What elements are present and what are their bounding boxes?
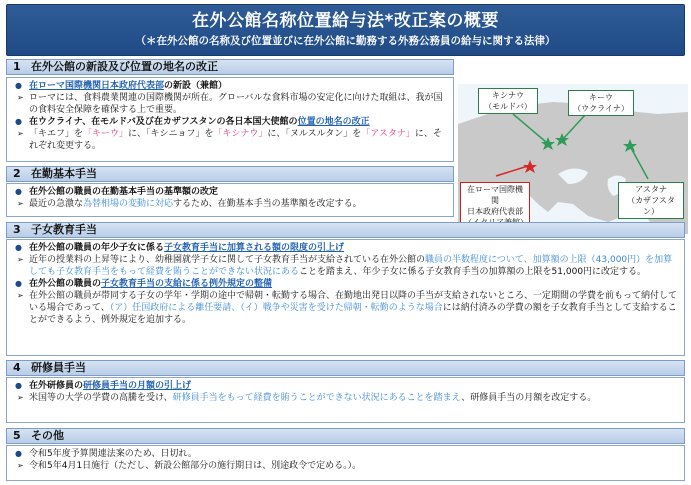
detail-text: 、研修員手当の月額を改定する。: [461, 393, 597, 403]
section-number: 2: [13, 167, 21, 180]
section-title: 在勤基本手当: [31, 167, 97, 180]
detail-text: 米国等の大学の学費の高騰を受け、: [29, 393, 173, 403]
section-number: 5: [13, 429, 21, 442]
section-3-heading: [6, 222, 685, 238]
item-heading-text: 在ウクライナ、在モルドバ及び在カザフスタンの各日本国大使館の: [29, 117, 298, 127]
title-banner: [6, 4, 685, 56]
detail-text: に、「キシニョフ」を: [128, 129, 214, 139]
detail-highlight: 「アスタナ」: [361, 129, 415, 139]
detail-text: 在外公館の職員が帯同する子女の学年・学期の途中で帰朝・転勤する場合、在勤地出発日以降の手当が支給されないところ、一定期間の学費を前もって納付している場合であって、: [29, 291, 678, 313]
section-4-body: [6, 377, 685, 423]
callout-kyiv: [568, 90, 634, 116]
rome-mission-name: 在ローマ国際機関日本政府代表部: [29, 81, 165, 91]
detail-text: に、「ヌルスルタン」を: [267, 129, 362, 139]
detail-highlight: 「キーウ」: [83, 129, 129, 139]
detail-highlight: 為替相場の変動に対応: [83, 199, 174, 209]
section-2-body: [6, 183, 454, 217]
item-heading: [15, 116, 447, 128]
item-heading-text: 在外公館の職員の年少子女に係る: [29, 243, 165, 253]
callout-city: アスタナ: [635, 185, 667, 194]
detail-highlight: 「キシナウ」: [213, 129, 268, 139]
detail-text: に、それぞれ変更する。: [29, 129, 442, 151]
section-3-body: [6, 239, 685, 356]
item-heading: [15, 242, 678, 254]
section-2-heading: [6, 166, 454, 182]
section-number: 4: [13, 361, 21, 374]
item-detail: [15, 254, 678, 278]
section-5-body: [6, 445, 685, 481]
item-heading-text: の新設（兼館）: [164, 81, 228, 91]
detail-text: には納付済みの学費の額を子女教育手当として支給することができるよう、例外規定を追加する。: [29, 303, 677, 325]
item-heading-text: 在外公館の職員の: [29, 279, 102, 289]
item-detail: [15, 392, 678, 404]
section-4-heading: [6, 360, 685, 376]
section-title: 在外公館の新設及び位置の地名の改正: [31, 60, 218, 73]
callout-country: （モルドバ）: [484, 102, 532, 111]
section-title: 子女教育手当: [31, 223, 97, 236]
item-detail: ➢ 令和5年4月1日施行（ただし、新設公館部分の施行期日は、別途政令で定める。）。: [15, 460, 678, 472]
section-title: 研修員手当: [31, 361, 86, 374]
detail-highlight: 職員の半数程度について、加算額の上限（43,000円）を加算しても子女教育手当をもって経費を賄うことができない状況にある: [29, 255, 673, 277]
item-heading: [15, 80, 447, 92]
section-title: その他: [31, 429, 64, 442]
item-heading-highlight: 子女教育手当の支給に係る例外規定の整備: [101, 279, 273, 289]
europe-map: [458, 84, 688, 234]
callout-country: （カザフスタン）: [627, 196, 675, 216]
page-subtitle: （＊在外公館の名称及び位置並びに在外公館に勤務する外務公務員の給与に関する法律）: [135, 35, 556, 47]
item-heading-highlight: 子女教育手当に加算される額の限度の引上げ: [164, 243, 345, 253]
item-heading: [15, 278, 678, 290]
section-5-heading: [6, 428, 685, 444]
item-heading-highlight: 研修員手当の月額の引上げ: [83, 381, 192, 391]
detail-text: 「キエフ」を: [29, 129, 84, 139]
callout-city: キーウ: [589, 93, 613, 102]
detail-highlight: 研修員手当をもって経費を賄うことができない状況にあることを踏まえ: [172, 393, 462, 403]
detail-text: 近年の授業料の上昇等により、幼稚園就学子女に関して子女教育手当が支給されている在外公館の: [29, 255, 426, 265]
detail-text: ことを踏まえ、年少子女に係る子女教育手当の加算額の上限を51,000円に改定する。: [299, 267, 647, 277]
page-title: 在外公館名称位置給与法*改正案の概要: [192, 11, 499, 31]
item-detail: [15, 290, 678, 326]
item-detail: [15, 128, 447, 152]
detail-text: 最近の急激な: [29, 199, 84, 209]
item-heading-highlight: 位置の地名の改正: [297, 117, 370, 127]
callout-chisinau: [478, 88, 538, 114]
callout-astana: [618, 182, 684, 219]
callout-city: キシナウ: [492, 91, 524, 100]
item-heading: ● 在外公館の職員の在勤基本手当の基準額の改定: [15, 186, 447, 198]
callout-line: 日本政府代表部: [467, 207, 523, 216]
section-1-body: [6, 77, 454, 162]
callout-country: （ウクライナ）: [573, 104, 629, 113]
section-1-heading: [6, 59, 454, 75]
detail-highlight: （ア）任国政府による離任要請、（イ）戦争や災害を受けた帰朝・転勤のような場合: [109, 303, 443, 313]
item-detail: ➢ ローマには、食料農業関連の国際機関が所在。グローバルな食料市場の安定化に向けた取組は、我が国の食料安全保障を確保する上で重要。: [15, 92, 447, 116]
item-heading: [15, 380, 678, 392]
item-heading-text: 在外研修員の: [29, 381, 84, 391]
section-number: 1: [13, 60, 21, 73]
detail-text: するため、在勤基本手当の基準額を改定する。: [173, 199, 362, 209]
section-number: 3: [13, 223, 21, 236]
item-heading: ● 令和5年度予算関連法案のため、日切れ。: [15, 448, 678, 460]
callout-line: 在ローマ国際機関: [467, 185, 523, 205]
item-detail: [15, 198, 447, 210]
